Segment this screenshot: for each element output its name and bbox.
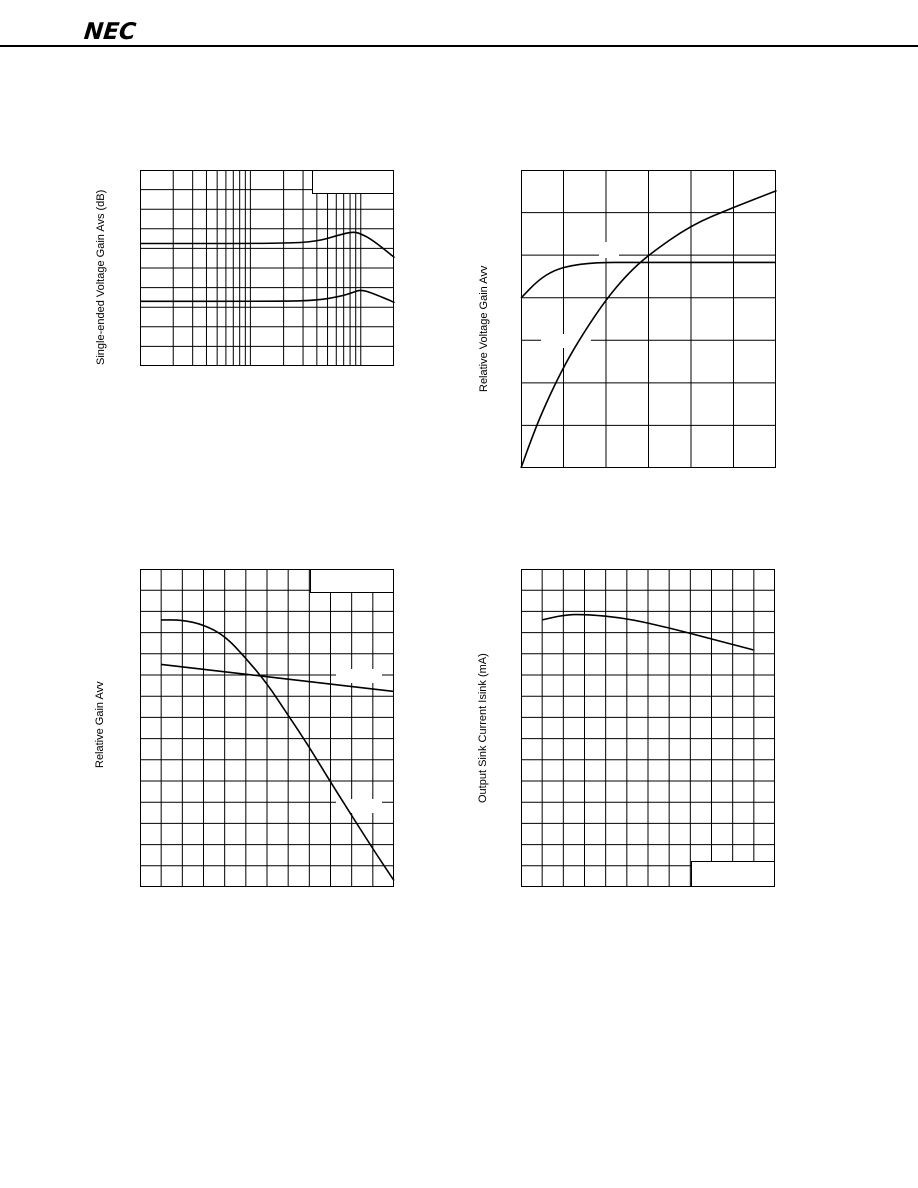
series-line-1: [161, 620, 394, 881]
chart3-ylabel: Relative Gain Avv: [94, 681, 106, 768]
legend-box: [692, 862, 775, 887]
chart1-ylabel: Single-ended Voltage Gain Avs (dB): [95, 189, 107, 365]
chart1-plot: [140, 170, 394, 366]
chart2-plot: [521, 170, 776, 468]
chart3-plot: [140, 569, 394, 887]
header-rule: [0, 45, 918, 47]
label-blank: [336, 669, 382, 683]
label-blank: [599, 242, 619, 258]
chart4-plot: [521, 569, 775, 887]
chart4-ylabel: Output Sink Current Isink (mA): [477, 653, 489, 803]
legend-box: [311, 570, 394, 593]
legend-box: [313, 171, 394, 194]
label-blank: [541, 334, 591, 348]
nec-logo: NEC: [82, 19, 138, 45]
chart2-ylabel: Relative Voltage Gain Avv: [478, 265, 490, 392]
page-header: [0, 0, 918, 50]
